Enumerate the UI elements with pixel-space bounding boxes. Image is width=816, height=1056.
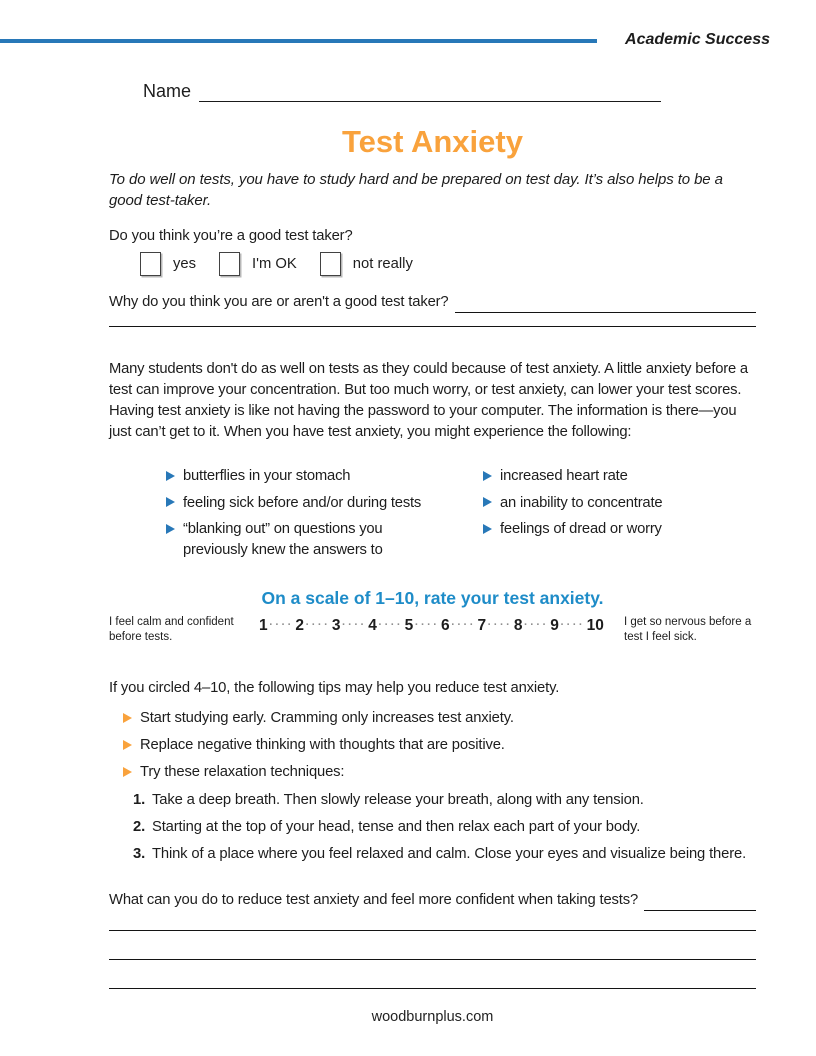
rating-scale xyxy=(109,615,756,645)
symptom-item xyxy=(166,519,483,560)
scale-dots: ···· xyxy=(524,619,549,631)
symptom-text: increased heart rate xyxy=(500,468,628,484)
question-why: Why do you think you are or aren't a good test taker? xyxy=(109,294,449,310)
symptom-text: an inability to concentrate xyxy=(500,494,663,511)
triangle-bullet-icon xyxy=(483,471,492,481)
scale-number[interactable]: 6 xyxy=(441,617,450,634)
checkbox-label: not really xyxy=(352,256,413,272)
scale-heading: On a scale of 1–10, rate your test anxiety. xyxy=(261,588,604,608)
scale-dots: ···· xyxy=(378,619,404,631)
checkbox[interactable] xyxy=(219,252,240,276)
symptom-column-left xyxy=(166,466,483,566)
scale-dots: ···· xyxy=(560,619,586,631)
numbered-item-text: Think of a place where you feel relaxed and calm. Close your eyes and visualize being there. xyxy=(152,846,747,862)
symptom-item xyxy=(166,493,483,514)
symptom-text: feeling sick before and/or during tests xyxy=(183,494,422,511)
triangle-bullet-icon xyxy=(166,497,175,507)
symptom-text: “blanking out” on questions you previously knew the answers to xyxy=(183,521,383,558)
scale-low-label: I feel calm and confident before tests. xyxy=(109,616,234,643)
symptom-column-right xyxy=(483,466,662,566)
scale-high-label: I get so nervous before a test I feel sick. xyxy=(624,616,752,643)
scale-number[interactable]: 3 xyxy=(331,617,341,634)
scale-number[interactable]: 5 xyxy=(404,617,414,634)
question-why-row xyxy=(109,292,756,313)
triangle-bullet-icon xyxy=(166,524,175,534)
question-good-test-taker: Do you think you’re a good test taker? xyxy=(109,228,353,244)
scale-dots: ···· xyxy=(305,619,331,631)
checkbox-label: yes xyxy=(173,256,197,272)
tip-item xyxy=(123,708,756,728)
symptom-text: butterflies in your stomach xyxy=(183,468,351,484)
symptom-list xyxy=(166,466,756,566)
answer-line[interactable] xyxy=(644,894,756,911)
scale-number[interactable]: 8 xyxy=(513,617,523,634)
triangle-bullet-icon xyxy=(123,713,132,723)
numbered-item-number: 3. xyxy=(133,846,146,862)
symptom-item xyxy=(483,493,662,514)
tips-intro: If you circled 4–10, the following tips may help you reduce test anxiety. xyxy=(109,680,560,696)
numbered-item-text: Take a deep breath. Then slowly release your breath, along with any tension. xyxy=(152,792,644,808)
scale-number[interactable]: 7 xyxy=(477,617,487,634)
checkbox-row xyxy=(140,252,756,276)
symptom-item xyxy=(166,466,483,487)
scale-numbers xyxy=(257,615,608,635)
triangle-bullet-icon xyxy=(483,497,492,507)
answer-line[interactable] xyxy=(109,988,756,989)
tip-list xyxy=(123,708,756,782)
symptom-item xyxy=(483,466,662,487)
anxiety-paragraph: Many students don't do as well on tests as they could because of test anxiety. A little anxiety before a test can improve your concentration. But too much worry, or test anxiety, can lower your test scores. Having test anxiety is like not having the password to your computer. The information is there—you just can’t get to it. When you have test anxiety, you might experience the following: xyxy=(109,361,748,440)
scale-number[interactable]: 2 xyxy=(295,617,305,634)
triangle-bullet-icon xyxy=(166,471,175,481)
name-row xyxy=(143,80,756,102)
page-title: Test Anxiety xyxy=(342,124,523,159)
numbered-item-number: 2. xyxy=(133,819,146,835)
symptom-text: feelings of dread or worry xyxy=(500,521,662,537)
scale-number[interactable]: 4 xyxy=(368,617,377,634)
question-reduce: What can you do to reduce test anxiety and feel more confident when taking tests? xyxy=(109,892,639,908)
checkbox[interactable] xyxy=(140,252,161,276)
scale-dots: ···· xyxy=(269,619,294,631)
triangle-bullet-icon xyxy=(483,524,492,534)
symptom-item xyxy=(483,519,662,540)
answer-line[interactable] xyxy=(109,959,756,960)
tip-text: Try these relaxation techniques: xyxy=(140,764,345,780)
triangle-bullet-icon xyxy=(123,740,132,750)
scale-number[interactable]: 10 xyxy=(586,617,604,634)
name-label: Name xyxy=(143,81,192,101)
intro-text: To do well on tests, you have to study hard and be prepared on test day. It’s also helps to be a good test-taker. xyxy=(109,171,723,209)
scale-dots: ···· xyxy=(451,619,476,631)
checkbox-label: I'm OK xyxy=(252,256,297,272)
footer-url: woodburnplus.com xyxy=(371,1009,494,1025)
question-reduce-row xyxy=(109,890,756,911)
tip-text: Start studying early. Cramming only increases test anxiety. xyxy=(140,710,514,726)
numbered-item-text: Starting at the top of your head, tense and then relax each part of your body. xyxy=(152,819,641,835)
checkbox-option[interactable] xyxy=(140,252,196,276)
answer-line[interactable] xyxy=(455,296,756,313)
scale-number[interactable]: 1 xyxy=(259,617,268,634)
scale-number[interactable]: 9 xyxy=(550,617,559,634)
worksheet-content xyxy=(109,0,756,1025)
tip-text: Replace negative thinking with thoughts that are positive. xyxy=(140,737,505,753)
tip-item xyxy=(123,735,756,755)
numbered-item xyxy=(133,817,756,837)
scale-dots: ···· xyxy=(342,619,367,631)
triangle-bullet-icon xyxy=(123,767,132,777)
brand-title: Academic Success xyxy=(625,31,770,48)
numbered-item-number: 1. xyxy=(133,792,146,808)
checkbox-option[interactable] xyxy=(219,252,297,276)
numbered-item xyxy=(133,790,756,810)
tip-item xyxy=(123,762,756,782)
answer-line[interactable] xyxy=(109,326,756,327)
answer-line[interactable] xyxy=(109,930,756,931)
relaxation-steps xyxy=(133,790,756,864)
numbered-item xyxy=(133,844,756,864)
checkbox[interactable] xyxy=(320,252,341,276)
checkbox-option[interactable] xyxy=(320,252,413,276)
scale-dots: ···· xyxy=(487,619,513,631)
name-input-line[interactable] xyxy=(199,83,661,102)
scale-dots: ···· xyxy=(414,619,440,631)
